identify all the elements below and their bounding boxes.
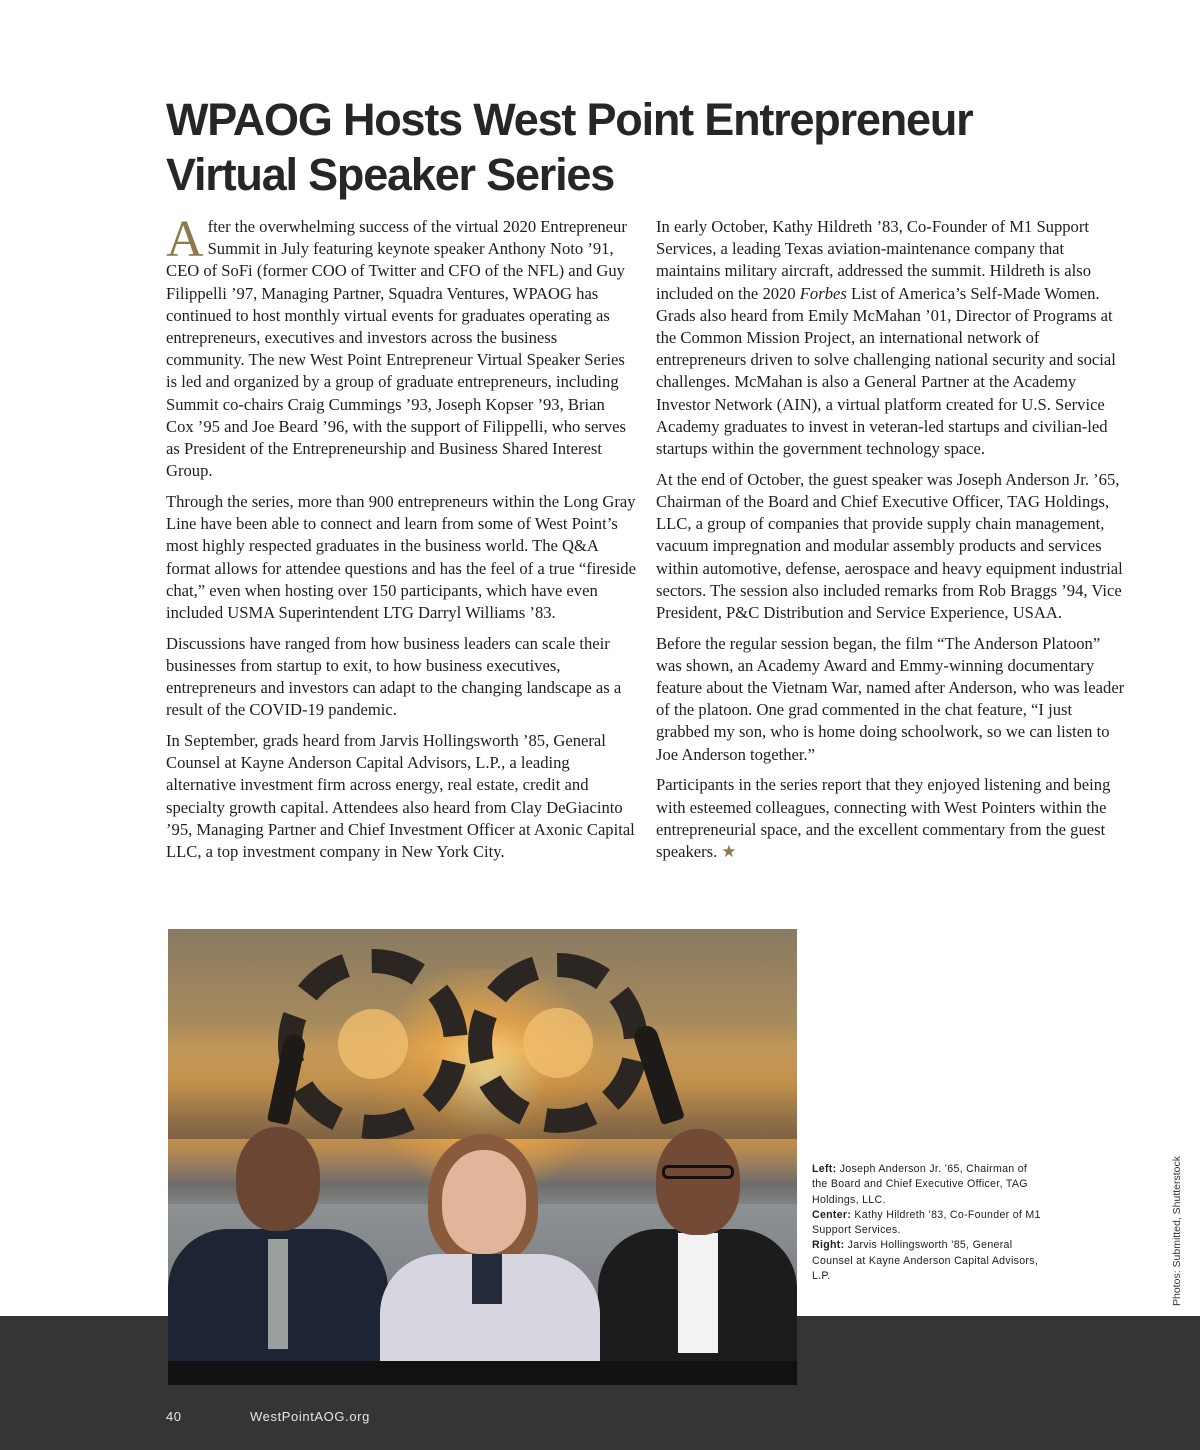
- portrait-center: [380, 1134, 600, 1385]
- page-number: 40: [166, 1409, 182, 1424]
- closing-text: Participants in the series report that they enjoyed listening and being with esteemed colleagues, connecting with West Pointers within the entrepreneurial space, and the excellent commentary from the guest speakers.: [656, 775, 1111, 861]
- forbes-italic: Forbes: [799, 283, 847, 303]
- caption-left: Left: Joseph Anderson Jr. ’65, Chairman of the Board and Chief Executive Officer, TAG Holdings, LLC.: [812, 1163, 1028, 1206]
- article-title: [166, 92, 1066, 202]
- paragraph-series: Through the series, more than 900 entrepreneurs within the Long Gray Line have been able to connect and learn from some of West Point’s most highly respected graduates in the business world. The Q&A format allows for attendee questions and has the feel of a true “fireside chat,” even when hosting over 150 participants, which have even included USMA Superintendent LTG Darryl Williams ’83.: [166, 491, 636, 622]
- star-end-icon: ★: [721, 841, 737, 861]
- title-line-2: Virtual Speaker Series: [166, 149, 615, 200]
- gear-icon: [278, 949, 468, 1139]
- paragraph-september: In September, grads heard from Jarvis Hollingsworth ’85, General Counsel at Kayne Anderson Capital Advisors, L.P., a leading alternative investment firm across energy, real estate, credit and specialty growth capital. Attendees also heard from Clay DeGiacinto ’95, Managing Partner and Chief Investment Officer at Axonic Capital LLC, a top investment company in New York City.: [166, 730, 635, 861]
- photo-bottom-bar: [168, 1361, 797, 1385]
- october-text-a: In early October, Kathy Hildreth ’83, Co-Founder of M1 Support Services, a leading Texas aviation-maintenance company that maintains military aircraft, addressed the summit. Hildreth is also included on the 2020: [656, 217, 1092, 303]
- portrait-right: [598, 1117, 797, 1385]
- photo-credit: Photos: Submitted, Shutterstock: [1171, 1156, 1183, 1306]
- october-text-b: List of America’s Self-Made Women. Grads also heard from Emily McMahan ’01, Director of Programs at the Common Mission Project, an international network of entrepreneurs driven to solve challenging national security and social challenges. McMahan is also a General Partner at the Academy Investor Network (AIN), a virtual platform created for U.S. Service Academy graduates to invest in veteran-led startups and civilian-led startups within the government technology space.: [656, 283, 1116, 459]
- intro-text: fter the overwhelming success of the virtual 2020 Entrepreneur Summit in July featuring keynote speaker Anthony Noto ’91, CEO of SoFi (former COO of Twitter and CFO of the NFL) and Guy Filippelli ’97, Managing Partner, Squadra Ventures, WPAOG has continued to host monthly virtual events for graduates operating as entrepreneurs, executives and investors across the business community. The new West Point Entrepreneur Virtual Speaker Series is led and organized by a group of graduate entrepreneurs, including Summit co-chairs Craig Cummings ’93, Joseph Kopser ’93, Brian Cox ’95 and Joe Beard ’96, with the support of Filippelli, who serves as President of the Entrepreneurship and Business Shared Interest Group.: [166, 217, 627, 481]
- paragraph-end-october: At the end of October, the guest speaker was Joseph Anderson Jr. ’65, Chairman of the Board and Chief Executive Officer, TAG Holdings, LLC, a group of companies that provide supply chain management, vacuum impregnation and modular assembly products and services within automotive, defense, aerospace and heavy equipment industrial sectors. The session also included remarks from Rob Braggs ’94, Vice President, P&C Distribution and Service Experience, USAA.: [656, 469, 1123, 622]
- paragraph-discussions: Discussions have ranged from how business leaders can scale their businesses from startup to exit, to how business executives, entrepreneurs and investors can adapt to the changing landscape as a result of the COVID-19 pandemic.: [166, 633, 622, 720]
- gear-icon: [468, 953, 648, 1133]
- paragraph-film: Before the regular session began, the film “The Anderson Platoon” was shown, an Academy Award and Emmy-winning documentary feature about the Vietnam War, named after Anderson, who was leader of the platoon. One grad commented in the chat feature, “I just grabbed my son, who is home doing schoolwork, so we can listen to Joe Anderson together.”: [656, 633, 1125, 764]
- drop-cap: A: [166, 211, 204, 268]
- right-column: [656, 216, 1126, 872]
- left-column: [166, 211, 636, 872]
- paragraph-closing: [656, 774, 1126, 863]
- portrait-left: [168, 1119, 388, 1385]
- website-link[interactable]: WestPointAOG.org: [250, 1409, 370, 1424]
- title-line-1: WPAOG Hosts West Point Entrepreneur: [166, 94, 973, 145]
- photo-caption: [812, 1162, 1042, 1284]
- paragraph-intro: [166, 211, 636, 482]
- speakers-photo: [168, 929, 797, 1385]
- paragraph-october: [656, 216, 1126, 460]
- caption-right: Right: Jarvis Hollingsworth ’85, General Counsel at Kayne Anderson Capital Advisors, L.P.: [812, 1239, 1039, 1283]
- caption-center: Center: Kathy Hildreth ’83, Co-Founder of M1 Support Services.: [812, 1208, 1041, 1237]
